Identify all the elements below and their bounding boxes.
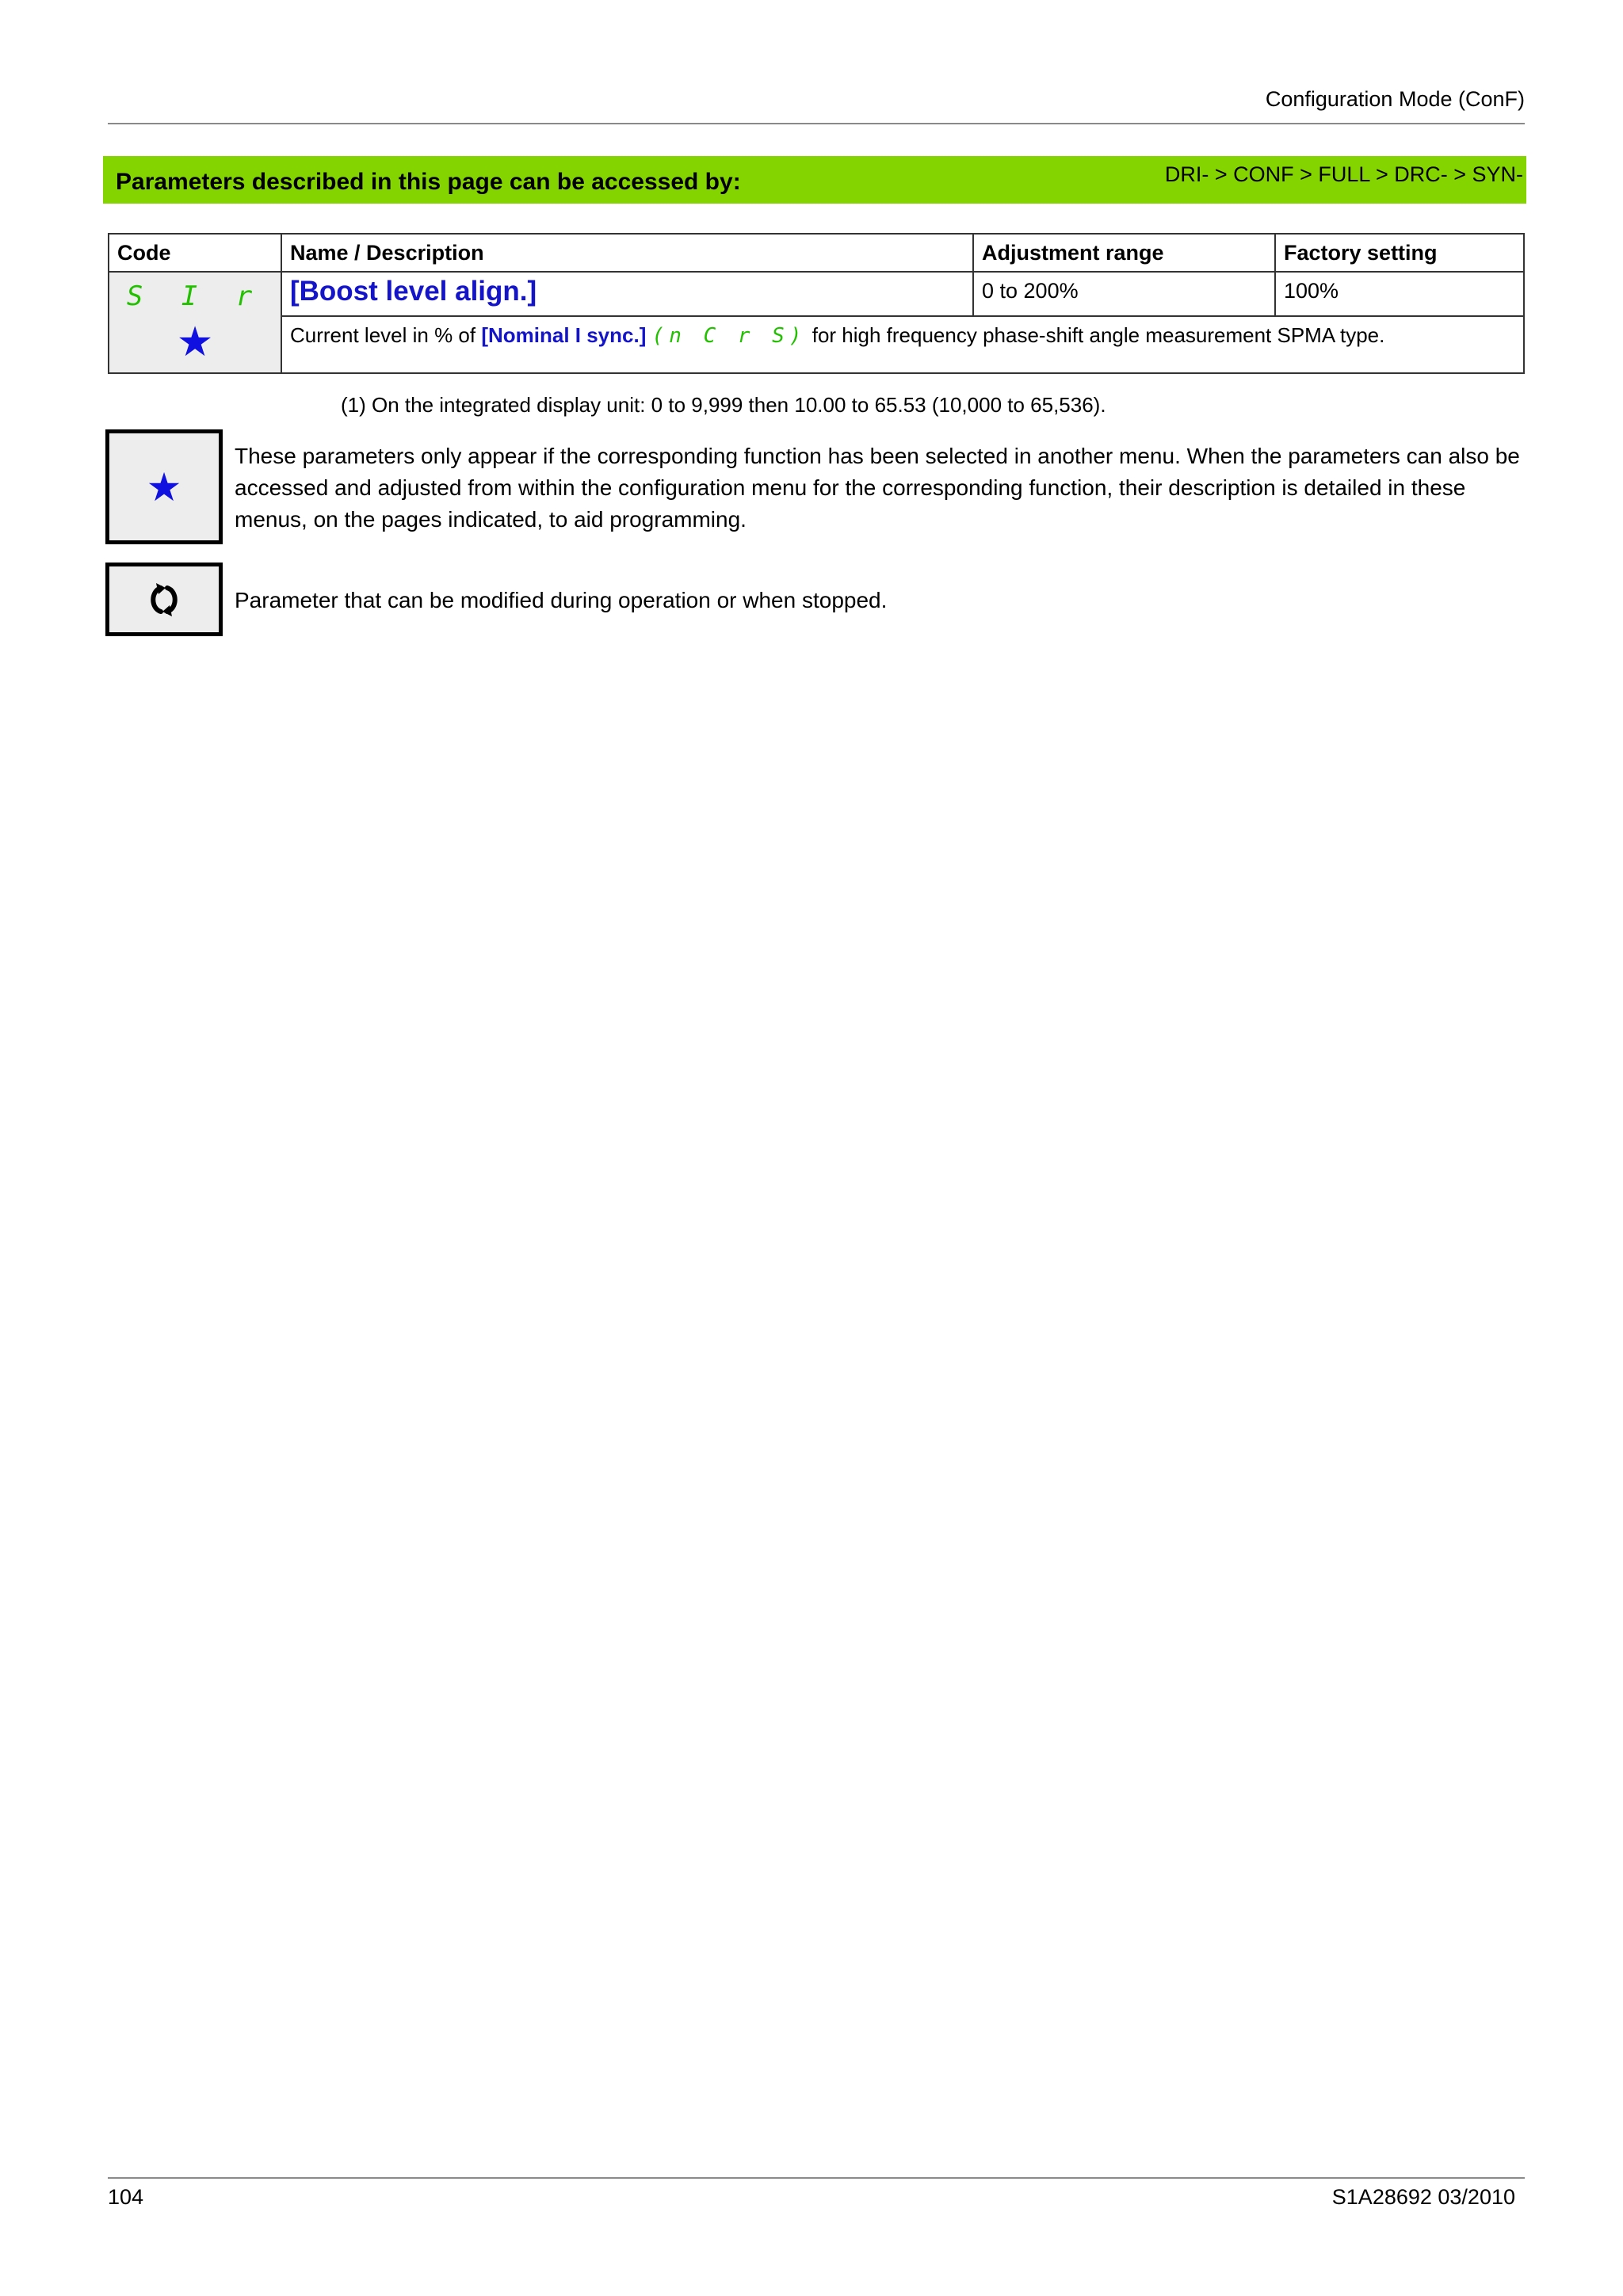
page-number: 104 xyxy=(108,2185,144,2209)
document-reference: S1A28692 03/2010 xyxy=(1331,2185,1515,2209)
adjustment-range: 0 to 200% xyxy=(973,272,1275,316)
description-suffix: for high frequency phase-shift angle measurement SPMA type. xyxy=(806,323,1385,347)
header-title: Configuration Mode (ConF) xyxy=(1265,87,1525,111)
star-icon: ★ xyxy=(176,319,214,365)
footer-divider xyxy=(108,2177,1525,2179)
star-legend-box xyxy=(105,429,223,544)
parameter-name: [Boost level align.] xyxy=(281,272,973,316)
star-legend-text: These parameters only appear if the corresponding function has been selected in another menu. When the parameters can also be accessed and adjusted from within the configuration menu for the corresponding function, their description is detailed in these menus, on the pages indicated, to aid programming. xyxy=(235,444,1520,532)
footnote: (1) On the integrated display unit: 0 to 9,999 then 10.00 to 65.53 (10,000 to 65,536). xyxy=(341,393,1106,417)
access-banner-label: Parameters described in this page can be accessed by: xyxy=(116,169,741,195)
column-header-name: Name / Description xyxy=(281,234,973,272)
rotate-legend-box xyxy=(105,563,223,636)
parameter-code-cell xyxy=(109,272,281,373)
star-icon: ★ xyxy=(146,464,182,509)
table-header-row xyxy=(109,234,1524,272)
description-reference: [Nominal I sync.] xyxy=(481,323,647,347)
column-header-factory: Factory setting xyxy=(1275,234,1524,272)
description-reference-code: (n C r S) xyxy=(651,324,807,348)
rotate-arrows-icon xyxy=(145,581,183,619)
factory-setting: 100% xyxy=(1275,272,1524,316)
column-header-range: Adjustment range xyxy=(973,234,1275,272)
table-row xyxy=(109,272,1524,316)
parameters-table xyxy=(108,233,1525,374)
table-row-description xyxy=(109,316,1524,373)
menu-path: DRI- > CONF > FULL > DRC- > SYN- xyxy=(1164,162,1523,186)
access-banner xyxy=(103,156,1526,204)
parameter-code: S I r xyxy=(126,280,264,312)
parameter-description xyxy=(281,316,1524,373)
rotate-legend-text: Parameter that can be modified during operation or when stopped. xyxy=(235,588,888,612)
header-divider xyxy=(108,123,1525,124)
description-prefix: Current level in % of xyxy=(290,323,482,347)
column-header-code: Code xyxy=(109,234,281,272)
